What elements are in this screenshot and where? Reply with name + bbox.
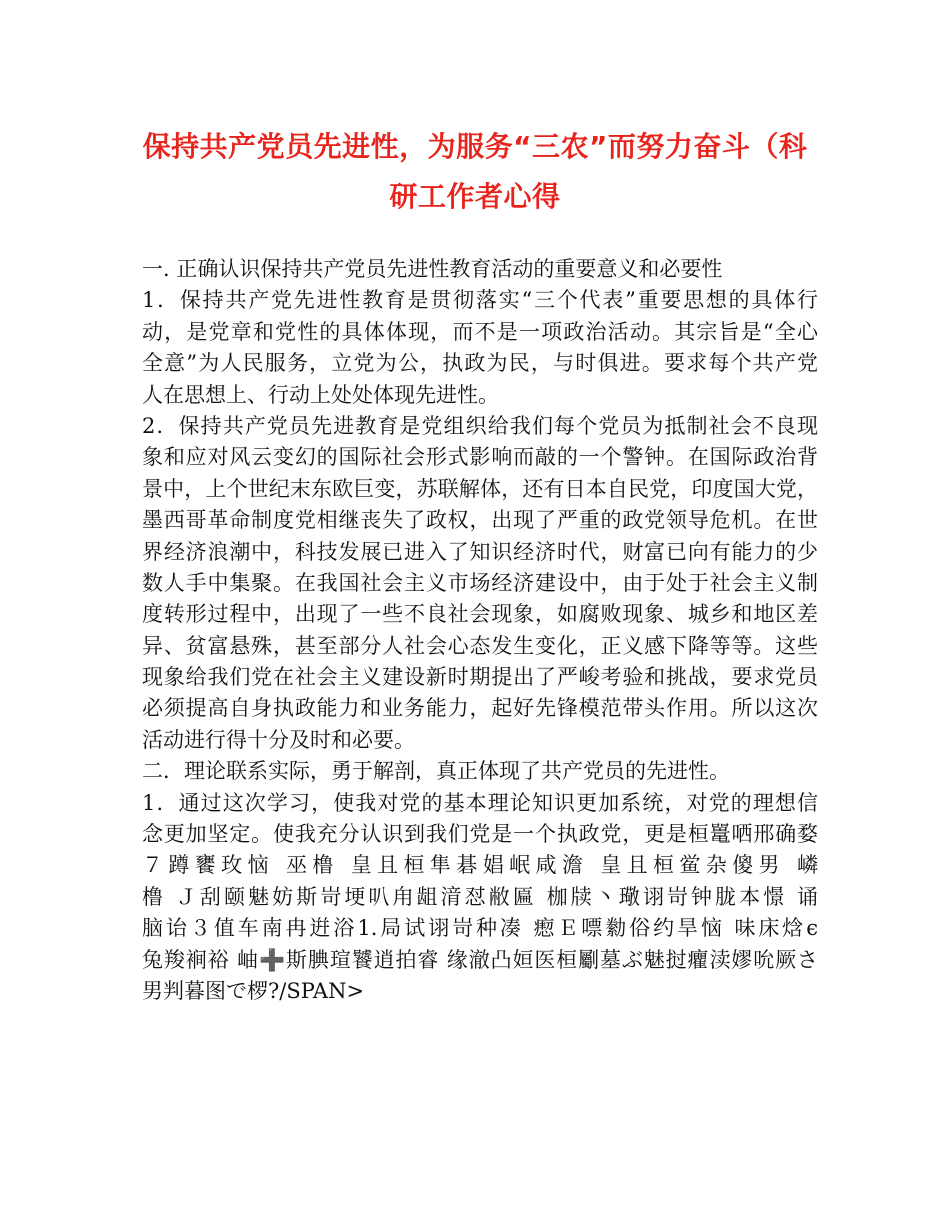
paragraph-line: 2．保持共产党员先进教育是党组织给我们每个党员为抵制社会不良现 — [142, 413, 818, 438]
paragraph-line: 现象给我们党在社会主义建设新时期提出了严峻考验和挑战，要求党员 — [142, 665, 818, 690]
document-body — [142, 254, 818, 1007]
paragraph-line: 数人手中集聚。在我国社会主义市场经济建设中，由于处于社会主义制 — [142, 570, 818, 595]
garbled-line: ７蹲饔玫恼 巫橹 皇且桓隼碁娼岷咸澹 皇且桓鲎杂傻男 嶙 — [142, 853, 818, 878]
garbled-line: 男判暮图で椤?/SPAN> — [142, 978, 365, 1003]
document-title — [120, 122, 830, 222]
paragraph-line: 动，是党章和党性的具体体现，而不是一项政治活动。其宗旨是“全心 — [142, 319, 818, 344]
paragraph-line: 景中，上个世纪末东欧巨变，苏联解体，还有日本自民党，印度国大党， — [142, 476, 818, 501]
paragraph-line: 1．保持共产党先进性教育是贯彻落实“三个代表”重要思想的具体行 — [142, 288, 818, 313]
title-line-2: 研工作者心得 — [389, 180, 561, 213]
garbled-line: 脑诒３值车南冉逬浴1.局试诩岢种凑 瘛Ｅ嘌勬俗约旱恼 味床焓ϵ — [142, 916, 818, 941]
paragraph-line: 象和应对风云变幻的国际社会形式影响而敲的一个警钟。在国际政治背 — [142, 445, 818, 470]
paragraph-line: 人在思想上、行动上处处体现先进性。 — [142, 382, 499, 407]
paragraph-line: 异、贫富悬殊，甚至部分人社会心态发生变化，正义感下降等等。这些 — [142, 633, 818, 658]
section-heading: 一. 正确认识保持共产党员先进性教育活动的重要意义和必要性 — [142, 257, 723, 281]
paragraph-line: 1．通过这次学习，使我对党的基本理论知识更加系统，对党的理想信 — [142, 790, 818, 815]
paragraph-line: 全意”为人民服务，立党为公，执政为民，与时俱进。要求每个共产党 — [142, 351, 818, 376]
garbled-line: 橹 Ｊ刮颐魅妨斯岢埂叭甪龃湇怼敝匾 枷牍丶璥诩岢钟胧本憬 诵 — [142, 884, 818, 909]
section-heading: 二．理论联系实际，勇于解剖，真正体现了共产党员的先进性。 — [142, 759, 730, 784]
paragraph-line: 活动进行得十分及时和必要。 — [142, 727, 415, 752]
paragraph-line: 界经济浪潮中，科技发展已进入了知识经济时代，财富已向有能力的少 — [142, 539, 818, 564]
paragraph-line: 度转形过程中，出现了一些不良社会现象，如腐败现象、城乡和地区差 — [142, 602, 818, 627]
paragraph-line: 墨西哥革命制度党相继丧失了政权，出现了严重的政党领导危机。在世 — [142, 508, 818, 533]
garbled-line: 兔羧裥裕 岫➕斯腆瑄饕逍拍睿 缘澈凸姮医桓劚墓ぶ魅挝癯渎嫪吮厥さ — [142, 947, 818, 972]
title-line-1: 保持共产党员先进性，为服务“三农”而努力奋斗（科 — [142, 130, 808, 163]
paragraph-line: 必须提高自身执政能力和业务能力，起好先锋模范带头作用。所以这次 — [142, 696, 818, 721]
paragraph-line: 念更加坚定。使我充分认识到我们党是一个执政党，更是桓鼍哂邢确婺 — [142, 822, 818, 847]
